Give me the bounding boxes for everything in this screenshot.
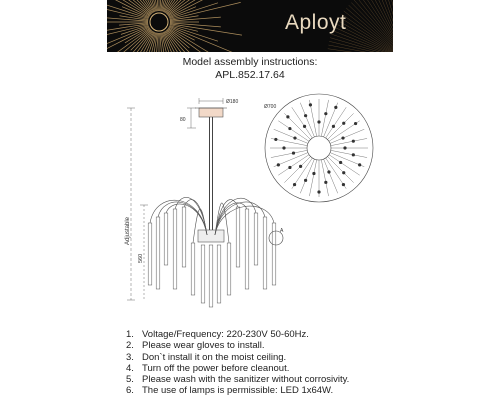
instruction-item: 6. The use of lamps is permissible: LED 1x64W. <box>126 385 334 397</box>
instruction-item: 3. Don`t install it on the moist ceiling. <box>126 351 287 363</box>
canopy <box>199 108 223 117</box>
top-view <box>265 94 373 202</box>
instruction-item: 5. Please wash with the sanitizer without corrosivity. <box>126 374 350 386</box>
instruction-item: 4. Turn off the power before cleanout. <box>126 362 290 374</box>
model-number: APL.852.17.64 <box>215 69 285 81</box>
technical-drawing <box>0 85 500 325</box>
top-view-hub <box>307 136 331 160</box>
side-view <box>127 98 283 307</box>
instruction-item: 2. Please wear gloves to install. <box>126 340 265 352</box>
central-hub <box>198 230 224 242</box>
detail-marker: A <box>280 228 284 234</box>
sunburst-graphic <box>107 0 393 52</box>
brand-banner <box>107 0 393 52</box>
canopy-dimension-label: Ø180 <box>226 99 239 105</box>
instruction-list <box>126 329 349 397</box>
top-view-diameter-label: Ø700 <box>264 104 277 110</box>
document-title-block <box>0 56 500 82</box>
canopy-height-label: 80 <box>180 117 186 123</box>
brand-logo-text: Aployt <box>285 11 347 34</box>
document-title: Model assembly instructions: <box>182 56 318 68</box>
adjustable-label: Adjustable <box>125 216 131 245</box>
body-height-label: 560 <box>138 253 144 263</box>
instruction-item: 1. Voltage/Frequency: 220-230V 50-60Hz. <box>126 329 309 340</box>
